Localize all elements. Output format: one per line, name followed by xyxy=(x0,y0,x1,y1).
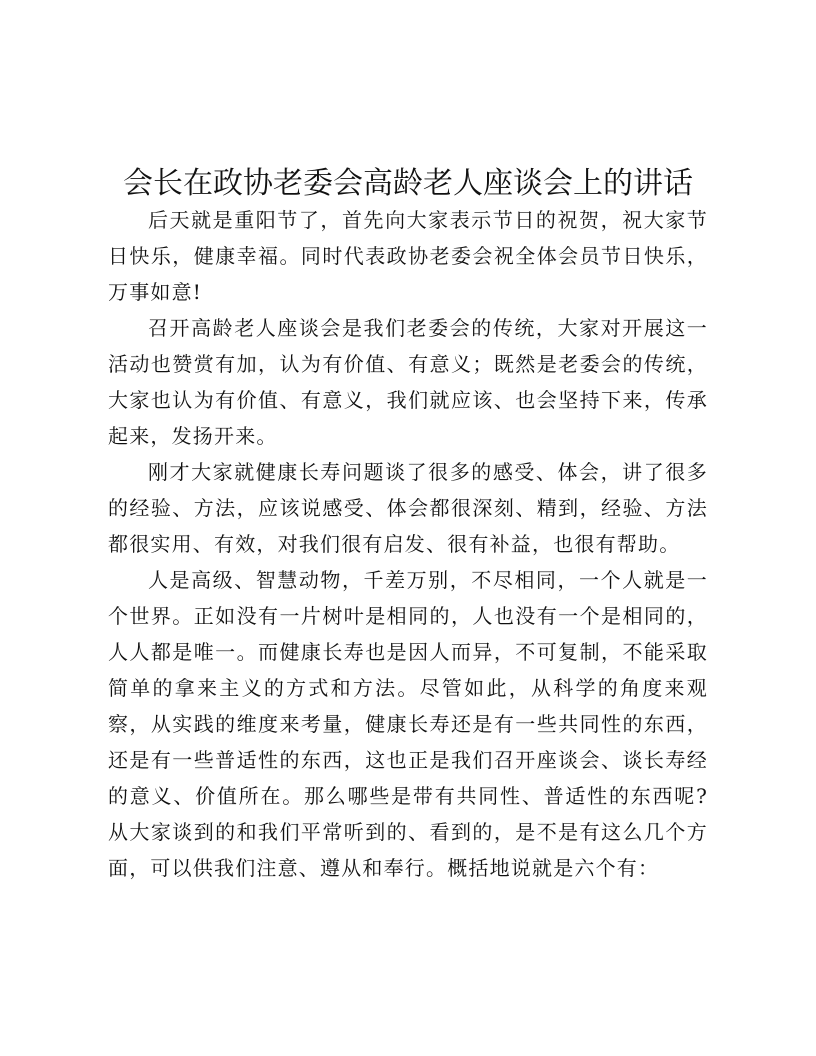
paragraph-2: 召开高龄老人座谈会是我们老委会的传统，大家对开展这一活动也赞赏有加，认为有价值、有意义；既然是老委会的传统，大家也认为有价值、有意义，我们就应该、也会坚持下来，传承起来，发扬开来。 xyxy=(108,316,708,448)
paragraph-1: 后天就是重阳节了，首先向大家表示节日的祝贺，祝大家节日快乐，健康幸福。同时代表政协老委会祝全体会员节日快乐，万事如意! xyxy=(108,208,708,304)
paragraph-4: 人是高级、智慧动物，千差万别，不尽相同，一个人就是一个世界。正如没有一片树叶是相同的，人也没有一个是相同的，人人都是唯一。而健康长寿也是因人而异，不可复制，不能采取简单的拿来主义的方式和方法。尽管如此，从科学的角度来观察，从实践的维度来考量，健康长寿还是有一些共同性的东西，还是有一些普适性的东西，这也正是我们召开座谈会、谈长寿经的意义、价值所在。那么哪些是带有共同性、普适性的东西呢?从大家谈到的和我们平常听到的、看到的，是不是有这么几个方面，可以供我们注意、遵从和奉行。概括地说就是六个有： xyxy=(108,568,708,880)
paragraph-3: 刚才大家就健康长寿问题谈了很多的感受、体会，讲了很多的经验、方法，应该说感受、体会都很深刻、精到，经验、方法都很实用、有效，对我们很有启发、很有补益，也很有帮助。 xyxy=(108,460,708,556)
document-title: 会长在政协老委会高龄老人座谈会上的讲话 xyxy=(123,166,693,202)
document-body xyxy=(108,202,708,886)
document-page xyxy=(108,0,708,1056)
